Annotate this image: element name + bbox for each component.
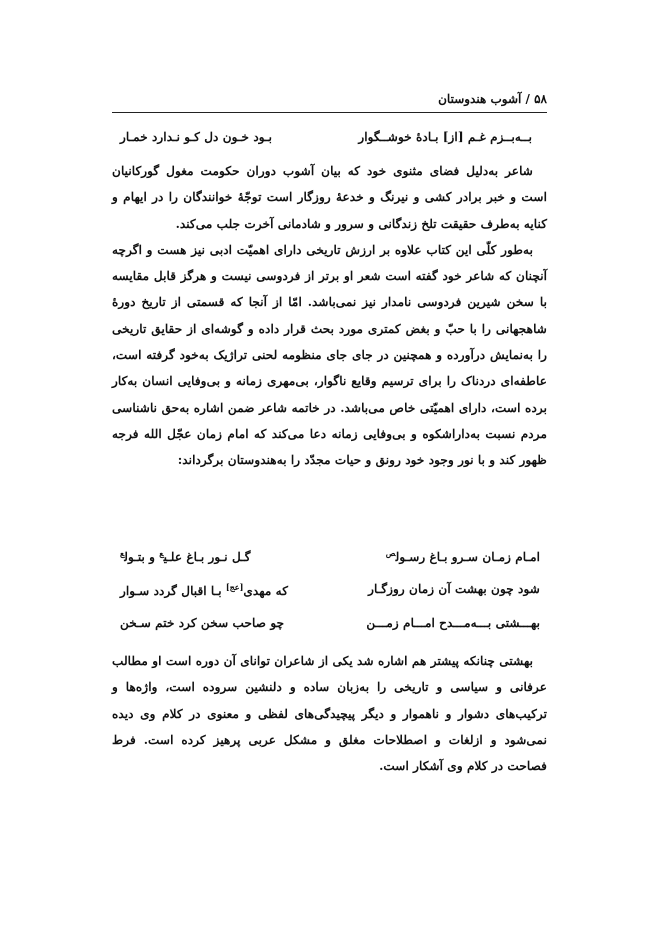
paragraph: به‌طور کلّی این کتاب علاوه بر ارزش تاریخی دارای اهمیّت ادبی نیز هست و اگرچه آنچنان که شاعر خود گفته است شعر او برتر از فردوسی نیست و هرگز قابل مقایسه با سخن شیرین فردوسی نامدار نیز نمی‌باشد. امّا از آنجا که قسمتی از تاریخ دورۀ شاهجهانی را با حبّ و بغض کمتری مورد بحث قرار داده و گوشه‌ای از حقایق تاریخی را به‌نمایش درآورده و همچنین در جای جای منظومه لحنی تراژیک به‌خود گرفته است، عاطفه‌ای دردناک را برای ترسیم وقایع ناگوار، بی‌مهری زمانه و بی‌وفایی انسان به‌کار برده است، دارای اهمیّتی خاص می‌باشد. در خاتمه شاعر ضمن اشاره به‌حق ناشناسی مردم نسبت به‌داراشکوه و بی‌وفایی زمانه دعا می‌کند که امام زمان عجّل الله فرجه ظهور کند و با نور وجود خود رونق و حیات مجدّد را به‌هندوستان برگرداند: <box>112 242 547 468</box>
hemistich-right: بهـــشتی بـــه‌مـــدح امـــام زمـــن <box>366 616 540 630</box>
hemistich-right: بــه‌بــزم غـم [از] بـادۀ خوشــگوار <box>358 130 532 144</box>
hemistich-right: امـام زمـان سـرو بـاغ رسـول$^ص$ <box>385 548 540 565</box>
paragraphs-bottom <box>112 648 547 779</box>
verse-block <box>120 544 540 640</box>
opening-verse <box>120 126 540 154</box>
running-head: ۵۸ / آشوب هندوستان <box>438 92 547 106</box>
hemistich-left: بـود خـون دل کـو نـدارد خمـار <box>120 130 273 144</box>
couplet <box>120 612 540 640</box>
hemistich-left: گـل نـور بـاغ علـی$^ع$ و بتـول$^ع$ <box>120 548 251 565</box>
hemistich-left: که مهدی[عج] بـا اقبال گردد سـوار <box>120 582 289 599</box>
couplet <box>120 126 540 154</box>
couplet <box>120 544 540 572</box>
paragraph: بهشتی چنانکه پیشتر هم اشاره شد یکی از شاعران توانای آن دوره است او مطالب عرفانی و سیاسی و تاریخی را به‌زبان ساده و دلنشین سروده است، واژه‌ها و ترکیب‌های دشوار و ناهموار و دیگر پیچیدگی‌های لفظی و معنوی در کلام وی دیده نمی‌شود و ازلغات و اصطلاحات مغلق و مشکل عربی پرهیز کرده است. فرط فصاحت در کلام وی آشکار است. <box>112 654 547 774</box>
paragraphs-top <box>112 158 547 474</box>
page-header <box>112 86 547 116</box>
hemistich-left: چو صاحب سخن کرد ختم سـخن <box>120 616 285 630</box>
hemistich-right: شود چون بهشت آن زمان روزگـار <box>368 582 540 596</box>
couplet <box>120 578 540 606</box>
paragraph: شاعر به‌دلیل فضای مثنوی خود که بیان آشوب دوران حکومت مغول گورکانیان است و خبر برادر کشی و نیرنگ و خدعۀ روزگار است توجّۀ خوانندگان را در ایهام و کنایه به‌طرف حقیقت تلخ زندگانی و سرور و شادمانی آخرت جلب می‌کند. <box>112 164 547 231</box>
header-rule <box>112 112 547 113</box>
